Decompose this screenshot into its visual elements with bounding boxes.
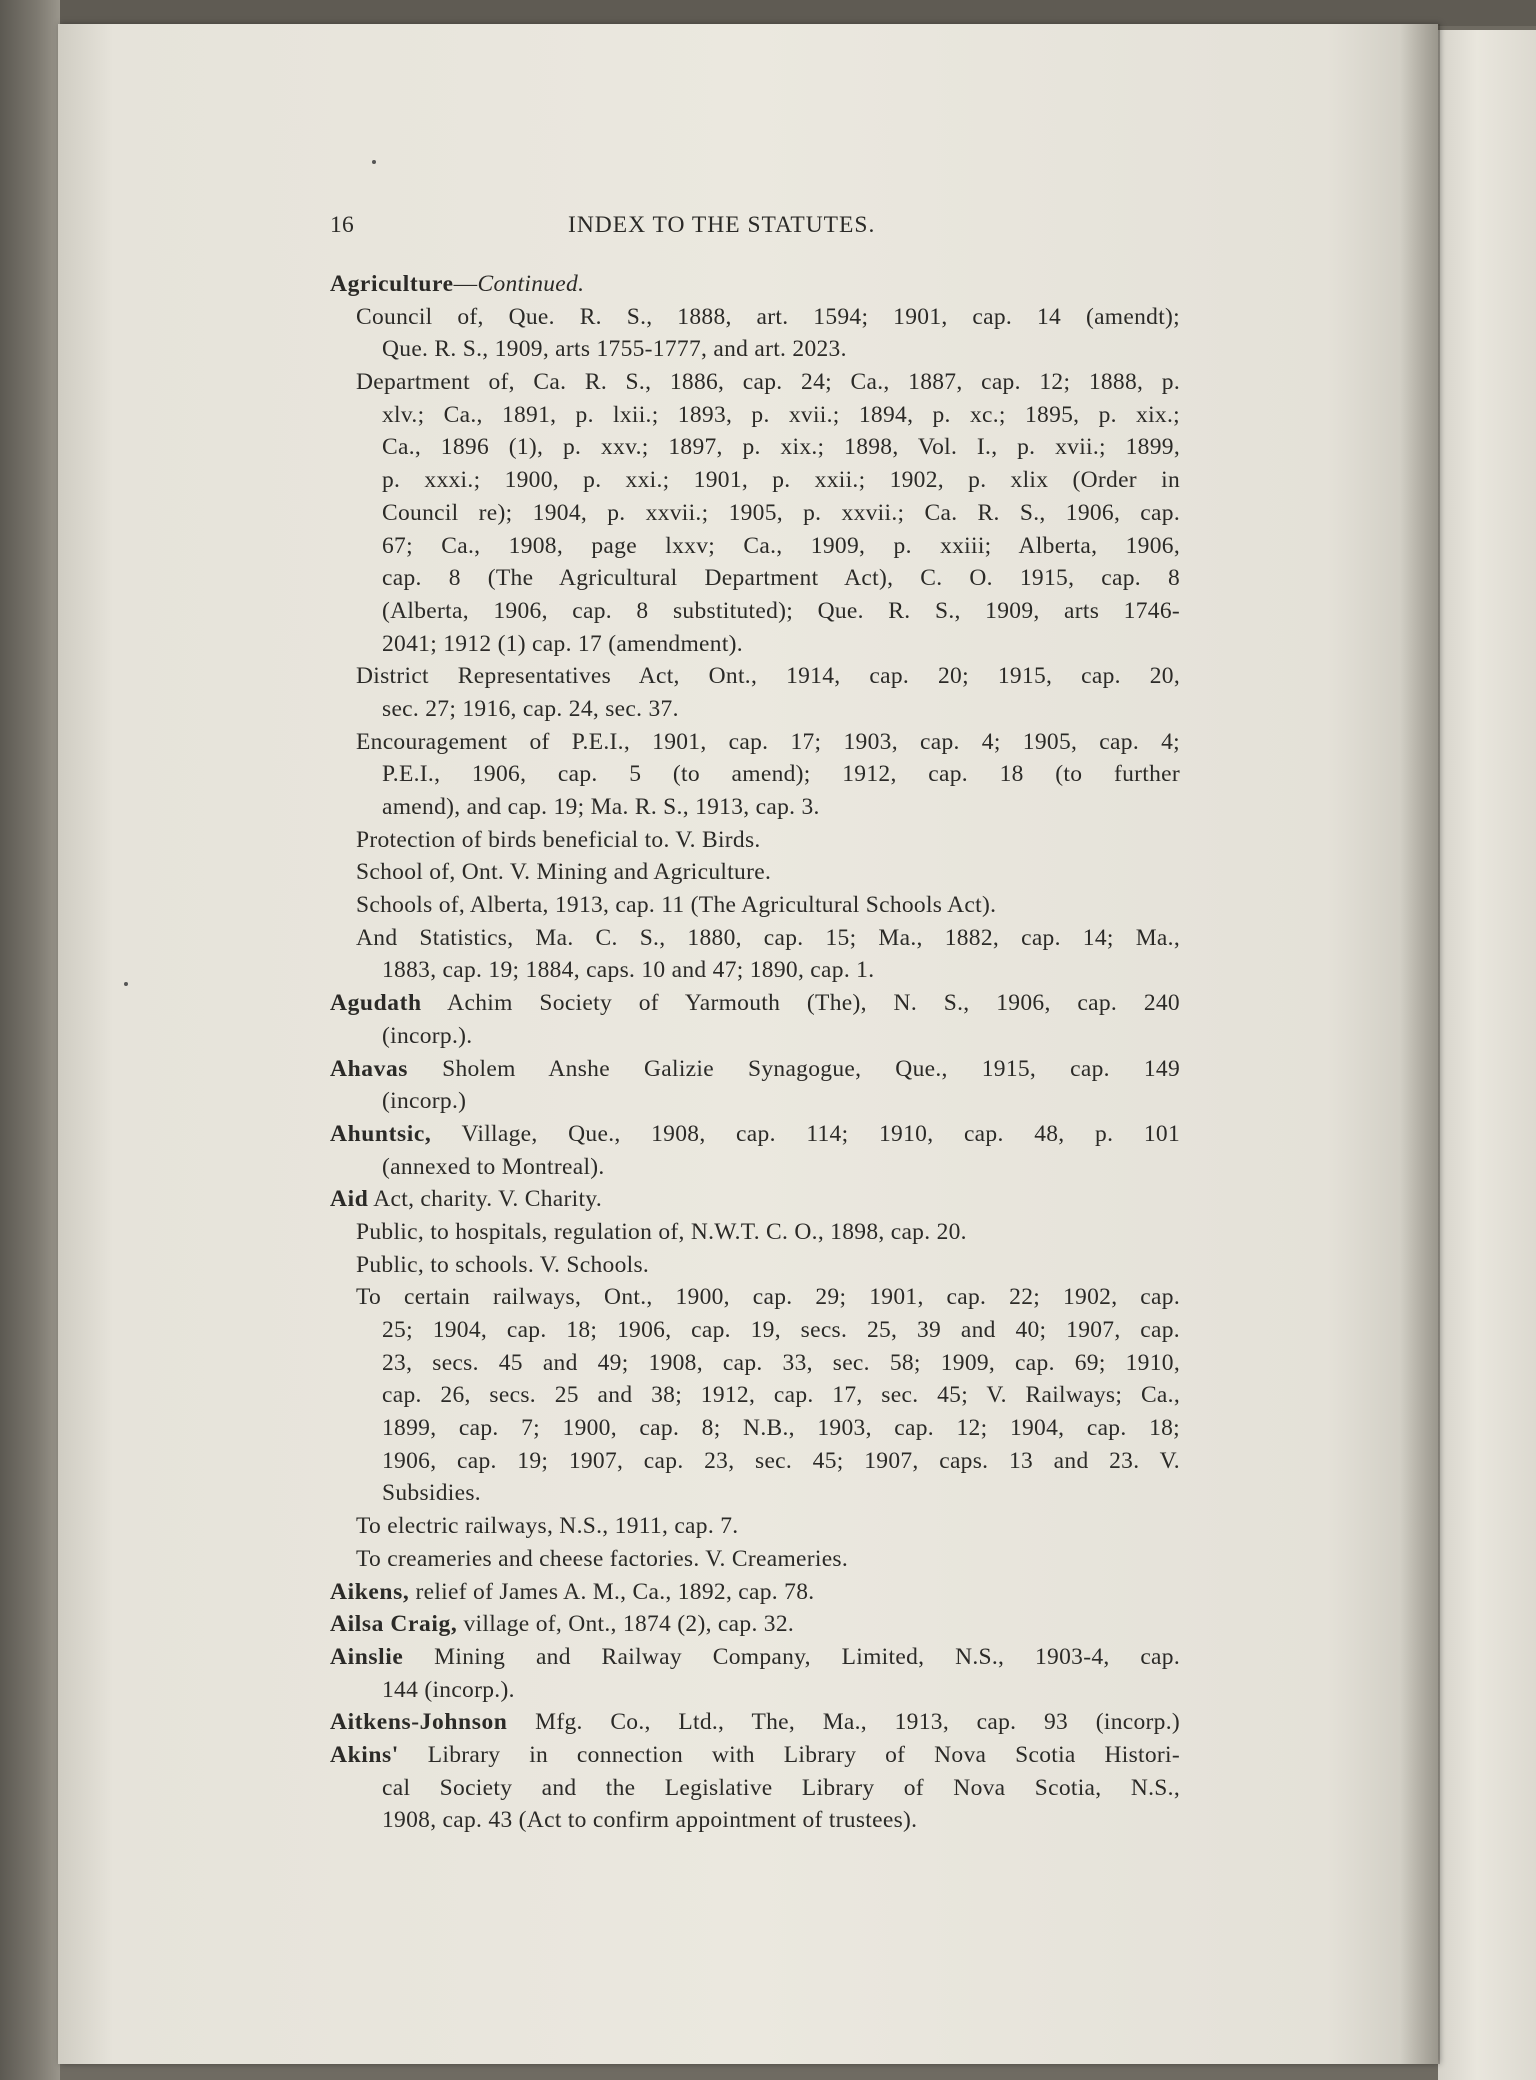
index-entry-line: cap. 8 (The Agricultural Department Act), C. O. 1915, cap. 8 — [382, 565, 1180, 592]
index-entry-line: Schools of, Alberta, 1913, cap. 11 (The Agricultural Schools Act). — [356, 892, 997, 919]
index-entry-line: To electric railways, N.S., 1911, cap. 7. — [356, 1513, 739, 1540]
index-entry-line: And Statistics, Ma. C. S., 1880, cap. 15; Ma., 1882, cap. 14; Ma., — [356, 924, 1180, 951]
index-entry-line: 1906, cap. 19; 1907, cap. 23, sec. 45; 1907, caps. 13 and 23. V. — [382, 1447, 1180, 1474]
index-entry-heading-line — [330, 268, 1180, 301]
index-entry-line: To creameries and cheese factories. V. Creameries. — [356, 1545, 849, 1572]
index-entry-heading-line — [330, 987, 1180, 1020]
entry-text: Mfg. Co., Ltd., The, Ma., 1913, cap. 93 (incorp.) — [507, 1709, 1180, 1736]
page-number: 16 — [330, 212, 355, 238]
index-entry-line: District Representatives Act, Ont., 1914, cap. 20; 1915, cap. 20, — [356, 663, 1180, 690]
index-entry-line: (incorp.). — [382, 1022, 473, 1049]
index-entry-line: Council re); 1904, p. xxvii.; 1905, p. xxvii.; Ca. R. S., 1906, cap. — [382, 499, 1180, 526]
index-entry-line: cap. 26, secs. 25 and 38; 1912, cap. 17, sec. 45; V. Railways; Ca., — [382, 1382, 1180, 1409]
entry-keyword: Agudath — [330, 990, 422, 1017]
speck-mark — [372, 160, 376, 164]
index-entry-line: 67; Ca., 1908, page lxxv; Ca., 1909, p. xxiii; Alberta, 1906, — [382, 532, 1180, 559]
index-entry-line: (incorp.) — [382, 1088, 467, 1115]
index-entry-line: Ca., 1896 (1), p. xxv.; 1897, p. xix.; 1898, Vol. I., p. xvii.; 1899, — [382, 434, 1180, 461]
index-entry-line: Public, to schools. V. Schools. — [356, 1251, 650, 1278]
index-entry-line: Public, to hospitals, regulation of, N.W.T. C. O., 1898, cap. 20. — [356, 1218, 967, 1245]
entry-text: Library in connection with Library of Nova Scotia Histori- — [398, 1741, 1180, 1768]
entry-keyword: Ailsa Craig, — [330, 1611, 458, 1638]
entry-text: Act, charity. V. Charity. — [368, 1186, 603, 1213]
index-entry-line: Department of, Ca. R. S., 1886, cap. 24; Ca., 1887, cap. 12; 1888, p. — [356, 369, 1180, 396]
index-entry-line: 2041; 1912 (1) cap. 17 (amendment). — [382, 630, 743, 657]
running-head: INDEX TO THE STATUTES. — [568, 212, 876, 238]
index-entries — [330, 268, 1180, 1837]
index-entry-line: To certain railways, Ont., 1900, cap. 29; 1901, cap. 22; 1902, cap. — [356, 1284, 1180, 1311]
index-entry-line: xlv.; Ca., 1891, p. lxii.; 1893, p. xvii.; 1894, p. xc.; 1895, p. xix.; — [382, 401, 1180, 428]
entry-keyword: Aikens, — [330, 1578, 410, 1605]
index-entry-line: (Alberta, 1906, cap. 8 substituted); Que. R. S., 1909, arts 1746- — [382, 597, 1180, 624]
index-entry-line: P.E.I., 1906, cap. 5 (to amend); 1912, cap. 18 (to further — [382, 761, 1180, 788]
index-entry-line: (annexed to Montreal). — [382, 1153, 605, 1180]
index-entry-line: 23, secs. 45 and 49; 1908, cap. 33, sec. 58; 1909, cap. 69; 1910, — [382, 1349, 1180, 1376]
index-entry-line: 1883, cap. 19; 1884, caps. 10 and 47; 1890, cap. 1. — [382, 957, 875, 984]
index-entry-heading-line — [330, 1118, 1180, 1151]
entry-keyword: Aid — [330, 1186, 369, 1213]
index-entry-line: Subsidies. — [382, 1480, 481, 1507]
index-entry-heading-line — [330, 1641, 1180, 1674]
index-entry-line: Council of, Que. R. S., 1888, art. 1594; 1901, cap. 14 (amendt); — [356, 303, 1180, 330]
page-header — [330, 212, 1180, 244]
entry-keyword: Aitkens-Johnson — [330, 1709, 508, 1736]
entry-text: relief of James A. M., Ca., 1892, cap. 78. — [409, 1578, 815, 1605]
index-entry-line: 144 (incorp.). — [382, 1676, 515, 1703]
index-entry-line: Que. R. S., 1909, arts 1755-1777, and art. 2023. — [382, 336, 847, 363]
entry-keyword: Agriculture — [330, 271, 454, 297]
index-entry-heading-line — [330, 1183, 1180, 1216]
facing-page-edge — [1438, 30, 1536, 2080]
entry-text: Achim Society of Yarmouth (The), N. S., 1906, cap. 240 — [421, 990, 1180, 1017]
index-entry-line: 1908, cap. 43 (Act to confirm appointment of trustees). — [382, 1807, 918, 1834]
entry-keyword: Akins' — [330, 1741, 399, 1768]
entry-text: village of, Ont., 1874 (2), cap. 32. — [457, 1611, 795, 1638]
index-entry-line: amend), and cap. 19; Ma. R. S., 1913, cap. 3. — [382, 794, 820, 820]
index-entry-line: 25; 1904, cap. 18; 1906, cap. 19, secs. 25, 39 and 40; 1907, cap. — [382, 1317, 1180, 1343]
index-entry-line: cal Society and the Legislative Library of Nova Scotia, N.S., — [382, 1774, 1180, 1801]
index-entry-heading-line — [330, 1739, 1180, 1772]
book-top-edge — [0, 0, 1536, 26]
entry-text: Sholem Anshe Galizie Synagogue, Que., 1915, cap. 149 — [408, 1055, 1180, 1082]
entry-text: Mining and Railway Company, Limited, N.S., 1903-4, cap. — [403, 1643, 1180, 1670]
index-entry-line: p. xxxi.; 1900, p. xxi.; 1901, p. xxii.; 1902, p. xlix (Order in — [382, 467, 1180, 494]
book-cover-edge — [0, 0, 60, 2080]
entry-text: Village, Que., 1908, cap. 114; 1910, cap. 48, p. 101 — [431, 1120, 1180, 1147]
index-entry-line: sec. 27; 1916, cap. 24, sec. 37. — [382, 695, 679, 722]
index-entry-line: Protection of birds beneficial to. V. Birds. — [356, 826, 761, 853]
entry-text: — — [453, 271, 478, 297]
index-entry-heading-line — [330, 1576, 1180, 1609]
entry-keyword: Ainslie — [330, 1643, 404, 1670]
index-entry-heading-line — [330, 1608, 1180, 1641]
speck-mark — [124, 982, 128, 986]
index-entry-line: Encouragement of P.E.I., 1901, cap. 17; 1903, cap. 4; 1905, cap. 4; — [356, 728, 1180, 755]
continued-label: Continued. — [477, 271, 585, 297]
index-entry-heading-line — [330, 1706, 1180, 1739]
entry-keyword: Ahavas — [330, 1055, 409, 1082]
entry-keyword: Ahuntsic, — [330, 1120, 432, 1147]
index-entry-line: 1899, cap. 7; 1900, cap. 8; N.B., 1903, cap. 12; 1904, cap. 18; — [382, 1415, 1180, 1442]
gutter-shadow — [1400, 24, 1440, 2064]
index-entry-heading-line — [330, 1053, 1180, 1086]
index-entry-line: School of, Ont. V. Mining and Agriculture. — [356, 859, 772, 886]
